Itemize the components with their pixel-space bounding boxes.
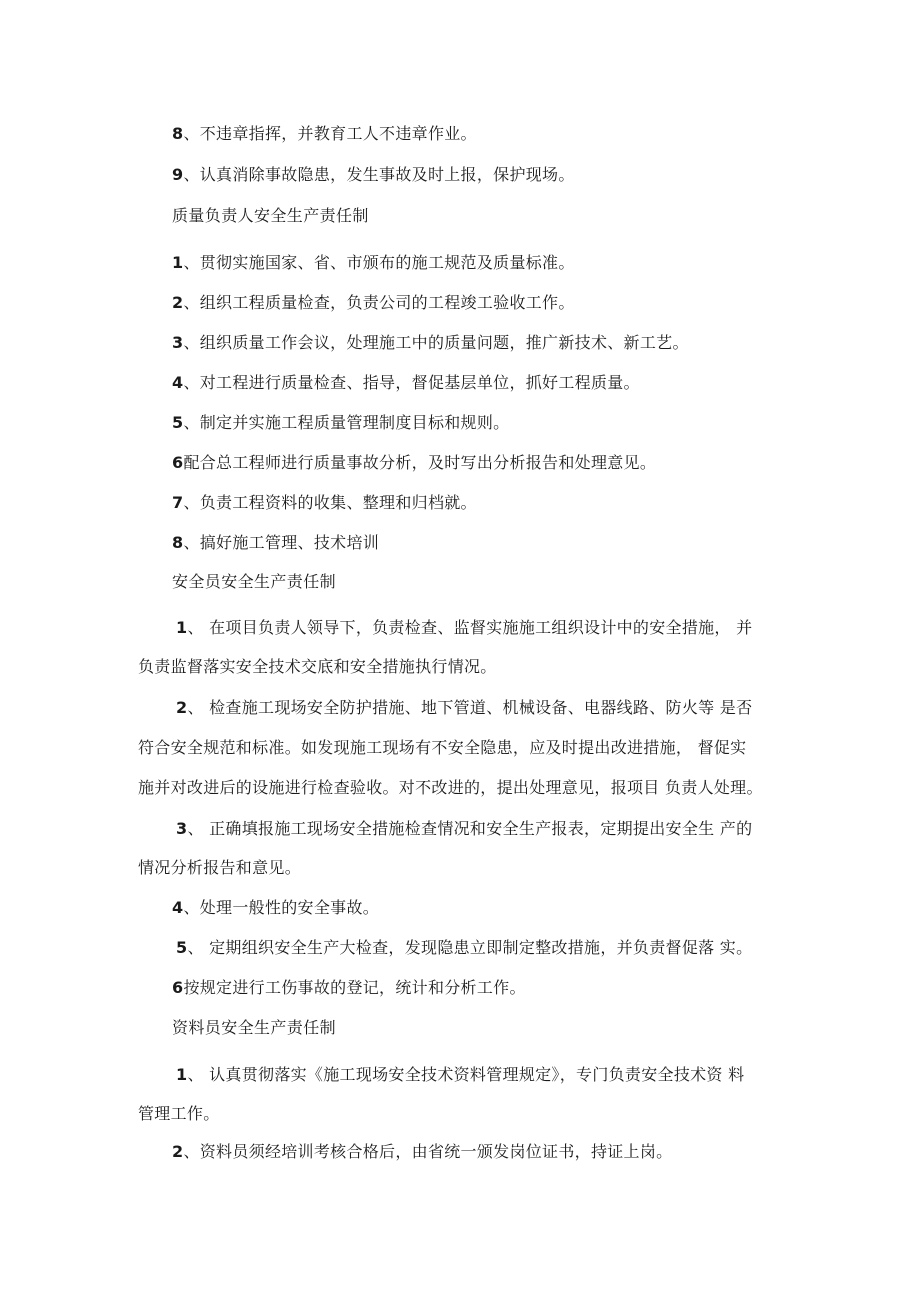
line-text: 、 在项目负责人领导下，负责检查、监督实施施工组织设计中的安全措施， 并: [187, 618, 753, 637]
line-text: 施并对改进后的设施进行检查验收。对不改进的，提出处理意见，报项目 负责人处理。: [138, 778, 763, 797]
paragraph-line: [176, 1065, 744, 1085]
line-text: 情况分析报告和意见。: [138, 858, 302, 877]
paragraph-line: [172, 165, 575, 185]
line-text: 、对工程进行质量检查、指导，督促基层单位，抓好工程质量。: [183, 373, 640, 392]
paragraph-line: [172, 293, 575, 313]
line-text: 、制定并实施工程质量管理制度目标和规则。: [183, 413, 510, 432]
paragraph-line: [138, 738, 747, 758]
heading-text: 质量负责人安全生产责任制: [172, 206, 369, 225]
line-text: 、 正确填报施工现场安全措施检查情况和安全生产报表，定期提出安全生 产的: [187, 819, 753, 838]
item-number: 3: [172, 333, 184, 352]
item-number: 8: [172, 533, 184, 552]
line-text: 、 检查施工现场安全防护措施、地下管道、机械设备、电器线路、防火等 是否: [187, 698, 753, 717]
paragraph-line: [172, 978, 526, 998]
paragraph-line: [172, 493, 477, 513]
line-text: 、贯彻实施国家、省、市颁布的施工规范及质量标准。: [183, 253, 575, 272]
item-number: 1: [172, 253, 184, 272]
line-text: 符合安全规范和标准。如发现施工现场有不安全隐患，应及时提出改进措施， 督促实: [138, 738, 747, 757]
item-number: 2: [172, 293, 184, 312]
line-text: 、 认真贯彻落实《施工现场安全技术资料管理规定》，专门负责安全技术资 料: [187, 1065, 745, 1084]
line-text: 、 定期组织安全生产大检查，发现隐患立即制定整改措施，并负责督促落 实。: [187, 938, 753, 957]
paragraph-line: [176, 819, 752, 839]
item-number: 6: [172, 453, 184, 472]
item-number: 5: [176, 938, 188, 957]
item-number: 2: [176, 698, 188, 717]
paragraph-line: [172, 1142, 672, 1162]
paragraph-line: [138, 858, 301, 878]
item-number: 4: [172, 898, 184, 917]
paragraph-line: [138, 657, 497, 677]
item-number: 3: [176, 819, 188, 838]
item-number: 1: [176, 618, 188, 637]
section-heading: [172, 1018, 336, 1038]
paragraph-line: [172, 453, 656, 473]
section-heading: [172, 572, 336, 592]
paragraph-line: [176, 618, 752, 638]
item-number: 5: [172, 413, 184, 432]
line-text: 、组织质量工作会议，处理施工中的质量问题，推广新技术、新工艺。: [183, 333, 689, 352]
paragraph-line: [172, 413, 509, 433]
section-heading: [172, 206, 369, 226]
item-number: 1: [176, 1065, 188, 1084]
line-text: 、资料员须经培训考核合格后，由省统一颁发岗位证书，持证上岗。: [183, 1142, 673, 1161]
item-number: 4: [172, 373, 184, 392]
paragraph-line: [176, 938, 752, 958]
line-text: 、处理一般性的安全事故。: [183, 898, 380, 917]
line-text: 配合总工程师进行质量事故分析，及时写出分析报告和处理意见。: [183, 453, 657, 472]
line-text: 、搞好施工管理、技术培训: [183, 533, 380, 552]
line-text: 、不违章指挥，并教育工人不违章作业。: [183, 124, 477, 143]
paragraph-line: [138, 1104, 220, 1124]
paragraph-line: [172, 124, 477, 144]
item-number: 7: [172, 493, 184, 512]
paragraph-line: [138, 778, 763, 798]
paragraph-line: [172, 533, 379, 553]
paragraph-line: [172, 253, 575, 273]
paragraph-line: [172, 898, 379, 918]
line-text: 负责监督落实安全技术交底和安全措施执行情况。: [138, 657, 497, 676]
line-text: 按规定进行工伤事故的登记，统计和分析工作。: [183, 978, 526, 997]
paragraph-line: [172, 373, 640, 393]
heading-text: 资料员安全生产责任制: [172, 1018, 337, 1037]
item-number: 6: [172, 978, 184, 997]
item-number: 8: [172, 124, 184, 143]
item-number: 9: [172, 165, 184, 184]
item-number: 2: [172, 1142, 184, 1161]
line-text: 、组织工程质量检查，负责公司的工程竣工验收工作。: [183, 293, 575, 312]
line-text: 、认真消除事故隐患，发生事故及时上报，保护现场。: [183, 165, 575, 184]
paragraph-line: [172, 333, 689, 353]
line-text: 管理工作。: [138, 1104, 220, 1123]
line-text: 、负责工程资料的收集、整理和归档就。: [183, 493, 477, 512]
paragraph-line: [176, 698, 752, 718]
heading-text: 安全员安全生产责任制: [172, 572, 337, 591]
